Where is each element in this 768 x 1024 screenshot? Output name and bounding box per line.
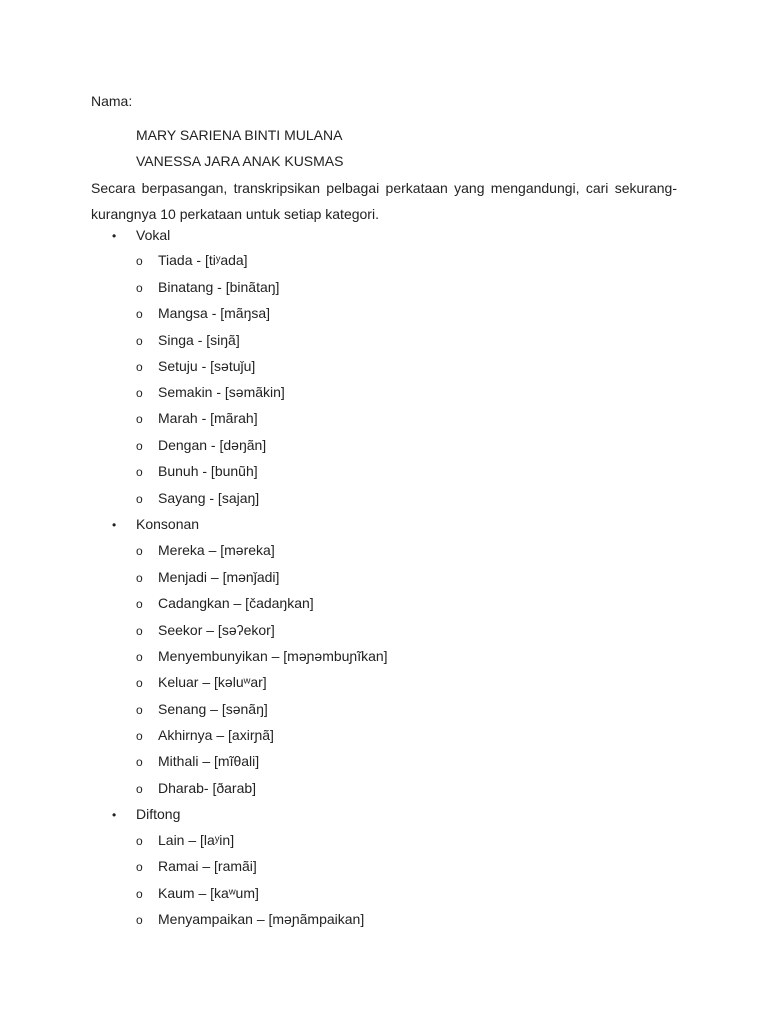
category-title: Konsonan bbox=[136, 516, 200, 532]
list-item bbox=[136, 856, 257, 877]
item-text: Akhirnya – [axirɲã] bbox=[158, 727, 274, 743]
item-text: Seekor – [səʔekor] bbox=[158, 622, 275, 638]
circle-bullet-icon: o bbox=[136, 254, 143, 268]
list-item bbox=[136, 830, 234, 851]
list-item bbox=[136, 408, 258, 429]
circle-bullet-icon: o bbox=[136, 465, 143, 479]
item-text: Lain – [laʸin] bbox=[158, 832, 235, 848]
circle-bullet-icon: o bbox=[136, 834, 143, 848]
list-item bbox=[136, 672, 267, 693]
list-item bbox=[136, 540, 275, 561]
item-text: Sayang - [sajaŋ] bbox=[158, 490, 260, 506]
list-item bbox=[136, 646, 388, 667]
list-item bbox=[136, 277, 279, 298]
circle-bullet-icon: o bbox=[136, 571, 143, 585]
list-item bbox=[136, 461, 258, 482]
list-item bbox=[136, 382, 285, 403]
circle-bullet-icon: o bbox=[136, 360, 143, 374]
circle-bullet-icon: o bbox=[136, 676, 143, 690]
item-text: Menyampaikan – [məɲãmpaikan] bbox=[158, 911, 365, 927]
circle-bullet-icon: o bbox=[136, 307, 143, 321]
item-text: Mithali – [mĩθali] bbox=[158, 753, 260, 769]
circle-bullet-icon: o bbox=[136, 492, 143, 506]
item-text: Cadangkan – [čadaŋkan] bbox=[158, 595, 314, 611]
list-item bbox=[136, 883, 259, 904]
item-text: Kaum – [kaʷum] bbox=[158, 885, 259, 901]
circle-bullet-icon: o bbox=[136, 729, 143, 743]
list-item bbox=[136, 250, 248, 271]
circle-bullet-icon: o bbox=[136, 860, 143, 874]
list-item bbox=[136, 725, 274, 746]
list-item bbox=[136, 330, 240, 351]
circle-bullet-icon: o bbox=[136, 755, 143, 769]
item-text: Menyembunyikan – [məɲəmbuɲĩkan] bbox=[158, 648, 388, 664]
category-title: Diftong bbox=[136, 806, 181, 822]
category-konsonan bbox=[112, 514, 199, 535]
category-diftong bbox=[112, 804, 180, 825]
circle-bullet-icon: o bbox=[136, 913, 143, 927]
item-text: Binatang - [binãtaŋ] bbox=[158, 279, 280, 295]
circle-bullet-icon: o bbox=[136, 412, 143, 426]
list-item bbox=[136, 435, 266, 456]
list-item bbox=[136, 778, 256, 799]
category-vokal bbox=[112, 225, 170, 246]
circle-bullet-icon: o bbox=[136, 650, 143, 664]
list-item bbox=[136, 751, 259, 772]
member-name: VANESSA JARA ANAK KUSMAS bbox=[136, 153, 344, 169]
item-text: Menjadi – [mənǰadi] bbox=[158, 569, 280, 585]
list-item bbox=[136, 356, 255, 377]
item-text: Setuju - [sətuǰu] bbox=[158, 358, 256, 374]
circle-bullet-icon: o bbox=[136, 624, 143, 638]
item-text: Semakin - [səmãkin] bbox=[158, 384, 285, 400]
bullet-icon: • bbox=[112, 518, 117, 532]
item-text: Singa - [siŋã] bbox=[158, 332, 240, 348]
circle-bullet-icon: o bbox=[136, 334, 143, 348]
list-item bbox=[136, 699, 268, 720]
item-text: Mangsa - [mãŋsa] bbox=[158, 305, 271, 321]
bullet-icon: • bbox=[112, 808, 117, 822]
circle-bullet-icon: o bbox=[136, 887, 143, 901]
name-label: Nama: bbox=[91, 93, 133, 109]
list-item bbox=[136, 567, 279, 588]
circle-bullet-icon: o bbox=[136, 703, 143, 717]
item-text: Marah - [mãrah] bbox=[158, 410, 258, 426]
item-text: Bunuh - [bunũh] bbox=[158, 463, 258, 479]
item-text: Ramai – [ramãi] bbox=[158, 858, 257, 874]
circle-bullet-icon: o bbox=[136, 386, 143, 400]
circle-bullet-icon: o bbox=[136, 439, 143, 453]
circle-bullet-icon: o bbox=[136, 281, 143, 295]
list-item bbox=[136, 909, 364, 930]
bullet-icon: • bbox=[112, 229, 117, 243]
circle-bullet-icon: o bbox=[136, 544, 143, 558]
member-name: MARY SARIENA BINTI MULANA bbox=[136, 127, 343, 143]
item-text: Dengan - [dəŋãn] bbox=[158, 437, 267, 453]
list-item bbox=[136, 303, 270, 324]
instructions-paragraph: Secara berpasangan, transkripsikan pelbagai perkataan yang mengandungi, cari sekurang-kurangnya 10 perkataan untuk setiap kategori. bbox=[91, 180, 677, 222]
item-text: Dharab- [ðarab] bbox=[158, 780, 257, 796]
item-text: Senang – [sənãŋ] bbox=[158, 701, 268, 717]
item-text: Mereka – [məreka] bbox=[158, 542, 275, 558]
circle-bullet-icon: o bbox=[136, 597, 143, 611]
category-title: Vokal bbox=[136, 227, 171, 243]
item-text: Keluar – [kəluʷar] bbox=[158, 674, 267, 690]
list-item bbox=[136, 593, 314, 614]
item-text: Tiada - [tiʸada] bbox=[158, 252, 248, 268]
list-item bbox=[136, 620, 275, 641]
circle-bullet-icon: o bbox=[136, 782, 143, 796]
list-item bbox=[136, 488, 259, 509]
